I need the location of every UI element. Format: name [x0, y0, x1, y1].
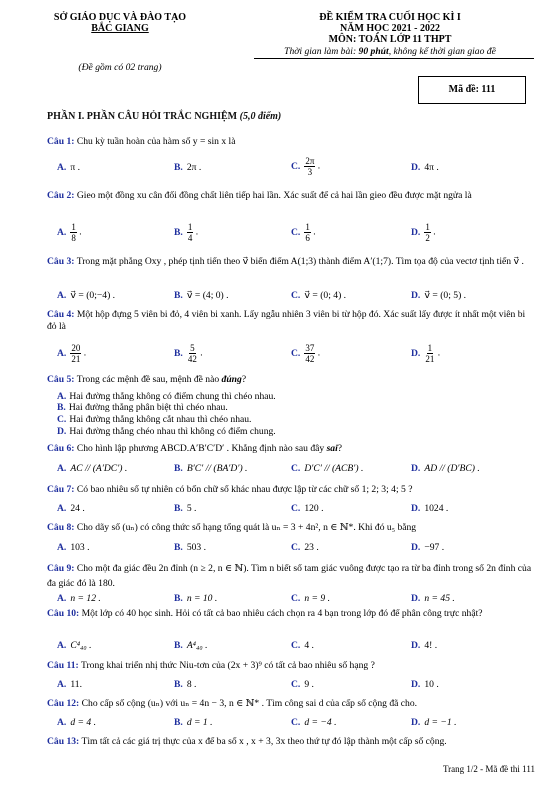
option-b[interactable]: B. Hai đường thẳng phân biệt thì chéo nhau.: [57, 402, 228, 413]
option-b[interactable]: B. 5 .: [174, 503, 197, 514]
option-a[interactable]: A. $\frac{20}{21}$ .: [57, 343, 87, 364]
option-b[interactable]: B. $\frac{5}{42}$ .: [174, 343, 203, 364]
option-b[interactable]: B. $\frac{1}{4}$ .: [174, 222, 199, 243]
header-rule: [254, 58, 534, 59]
question-13: Câu 13: Tìm tất cả các giá trị thực của x để ba số x , x + 3, 3x theo thứ tự đó lập thành một cấp số cộng.: [47, 736, 447, 747]
time-note: Thời gian làm bài: 90 phút, không kể thời gian giao đề: [284, 46, 496, 57]
option-d[interactable]: D. 10 .: [411, 679, 439, 690]
option-b[interactable]: B. 2π .: [174, 162, 202, 173]
question-2-options: [57, 222, 537, 243]
question-8: Câu 8: Cho dãy số (uₙ) có công thức số hạng tổng quát là uₙ = 3 + 4n², n ∈ ℕ*. Khi đó u₅ bằng: [47, 522, 417, 533]
question-4: Câu 4: Một hộp đựng 5 viên bi đỏ, 4 viên bi xanh. Lấy ngẫu nhiên 3 viên bi từ hộp đó. Xác suất lấy được ít nhất một viên bi đỏ là: [47, 309, 526, 332]
option-a[interactable]: A. v⃗ = (0;−4) .: [57, 290, 116, 301]
subject: MÔN: TOÁN LỚP 11 THPT: [328, 34, 452, 45]
option-b[interactable]: B. 8 .: [174, 679, 197, 690]
question-9: Câu 9: Cho một đa giác đều 2n đỉnh (n ≥ 2, n ∈ ℕ). Tìm n biết số tam giác vuông được tạo ra từ ba đỉnh trong số 2n đỉnh của đa giác đó là 180.: [47, 563, 532, 589]
option-d[interactable]: D. 4! .: [411, 640, 438, 651]
question-8-options: [57, 542, 537, 556]
question-10: Câu 10: Một lớp có 40 học sinh. Hỏi có tất cả bao nhiêu cách chọn ra 4 bạn trong lớp đó để phân công trực nhật?: [47, 608, 483, 619]
option-b[interactable]: B. B′C′ // (BA′D′) .: [174, 463, 248, 474]
question-6-options: [57, 463, 537, 477]
option-a[interactable]: A. 24 .: [57, 503, 85, 514]
question-11-options: [57, 679, 537, 693]
question-4-options: [57, 343, 537, 364]
section-title: PHẦN I. PHẦN CÂU HỎI TRẮC NGHIỆM (5,0 điểm): [47, 111, 282, 122]
question-1: Câu 1: Chu kỳ tuần hoàn của hàm số y = sin x là: [47, 136, 236, 147]
option-c[interactable]: C. $\frac{2\pi}{3}$ .: [291, 156, 321, 177]
exam-code-box: Mã đề: 111: [418, 76, 526, 104]
question-3-options: [57, 290, 537, 304]
option-d[interactable]: D. 4π .: [411, 162, 439, 173]
department-line2: BẮC GIANG: [91, 23, 149, 34]
option-b[interactable]: B. A⁴₄₀ .: [174, 640, 208, 651]
option-a[interactable]: A. Hai đường thẳng không có điểm chung thì chéo nhau.: [57, 391, 276, 402]
option-d[interactable]: D. AD // (D′BC) .: [411, 463, 480, 474]
question-5: Câu 5: Trong các mệnh đề sau, mệnh đề nào đúng?: [47, 374, 247, 385]
question-9-options: [57, 593, 537, 607]
option-b[interactable]: B. 503 .: [174, 542, 206, 553]
option-c[interactable]: C. 9 .: [291, 679, 314, 690]
option-a[interactable]: A. $\frac{1}{8}$ .: [57, 222, 82, 243]
question-7: Câu 7: Có bao nhiêu số tự nhiên có bốn chữ số khác nhau được lập từ các chữ số 1; 2; 3; 4; 5 ?: [47, 484, 413, 495]
pages-note: (Đề gồm có 02 trang): [78, 62, 162, 73]
option-a[interactable]: A. π .: [57, 162, 80, 173]
department-line1: SỞ GIÁO DỤC VÀ ĐÀO TẠO: [53, 12, 187, 23]
question-11: Câu 11: Trong khai triển nhị thức Niu-tơn của (2x + 3)⁹ có tất cả bao nhiêu số hạng ?: [47, 660, 375, 671]
option-d[interactable]: D. −97 .: [411, 542, 445, 553]
page-footer: Trang 1/2 - Mã đề thi 111: [443, 764, 535, 774]
exam-title: ĐỀ KIỂM TRA CUỐI HỌC KÌ I: [319, 12, 461, 23]
option-c[interactable]: C. n = 9 .: [291, 593, 330, 604]
option-c[interactable]: C. $\frac{37}{42}$ .: [291, 343, 321, 364]
option-d[interactable]: D. v⃗ = (0; 5) .: [411, 290, 467, 301]
option-a[interactable]: A. 103 .: [57, 542, 90, 553]
option-d[interactable]: D. Hai đường thẳng chéo nhau thì không có điểm chung.: [57, 426, 276, 437]
option-a[interactable]: A. d = 4 .: [57, 717, 96, 728]
option-b[interactable]: B. d = 1 .: [174, 717, 213, 728]
option-d[interactable]: D. 1024 .: [411, 503, 449, 514]
option-b[interactable]: B. v⃗ = (4; 0) .: [174, 290, 229, 301]
option-c[interactable]: C. 120 .: [291, 503, 324, 514]
option-d[interactable]: D. $\frac{1}{21}$ .: [411, 343, 441, 364]
option-c[interactable]: C. 23 .: [291, 542, 319, 553]
option-c[interactable]: C. 4 .: [291, 640, 314, 651]
option-c[interactable]: C. Hai đường thẳng không cắt nhau thì chéo nhau.: [57, 414, 252, 425]
option-d[interactable]: D. $\frac{1}{2}$ .: [411, 222, 436, 243]
question-12-options: [57, 717, 537, 731]
question-6: Câu 6: Cho hình lập phương ABCD.A′B′C′D′ . Khẳng định nào sau đây sai?: [47, 443, 343, 454]
option-a[interactable]: A. n = 12 .: [57, 593, 101, 604]
question-1-options: [57, 156, 537, 177]
question-7-options: [57, 503, 537, 517]
option-b[interactable]: B. n = 10 .: [174, 593, 218, 604]
option-a[interactable]: A. 11.: [57, 679, 82, 690]
question-2: Câu 2: Gieo một đồng xu cân đối đồng chất liên tiếp hai lần. Xác suất để cả hai lần gieo đều được mặt ngửa là: [47, 190, 472, 201]
option-d[interactable]: D. n = 45 .: [411, 593, 455, 604]
question-12: Câu 12: Cho cấp số cộng (uₙ) với uₙ = 4n − 3, n ∈ ℕ* . Tìm công sai d của cấp số cộng đã cho.: [47, 698, 418, 709]
option-a[interactable]: A. AC // (A′DC′) .: [57, 463, 128, 474]
option-c[interactable]: C. d = −4 .: [291, 717, 337, 728]
question-10-options: [57, 640, 537, 654]
question-3: Câu 3: Trong mặt phẳng Oxy , phép tịnh tiến theo v⃗ biến điểm A(1;3) thành điểm A′(1;7). Tìm tọa độ của vectơ tịnh tiến v⃗ .: [47, 256, 524, 267]
option-c[interactable]: C. D′C′ // (ACB′) .: [291, 463, 364, 474]
option-a[interactable]: A. C⁴₄₀ .: [57, 640, 92, 651]
option-c[interactable]: C. $\frac{1}{6}$ .: [291, 222, 316, 243]
option-d[interactable]: D. d = −1 .: [411, 717, 457, 728]
option-c[interactable]: C. v⃗ = (0; 4) .: [291, 290, 347, 301]
school-year: NĂM HỌC 2021 - 2022: [340, 23, 440, 34]
